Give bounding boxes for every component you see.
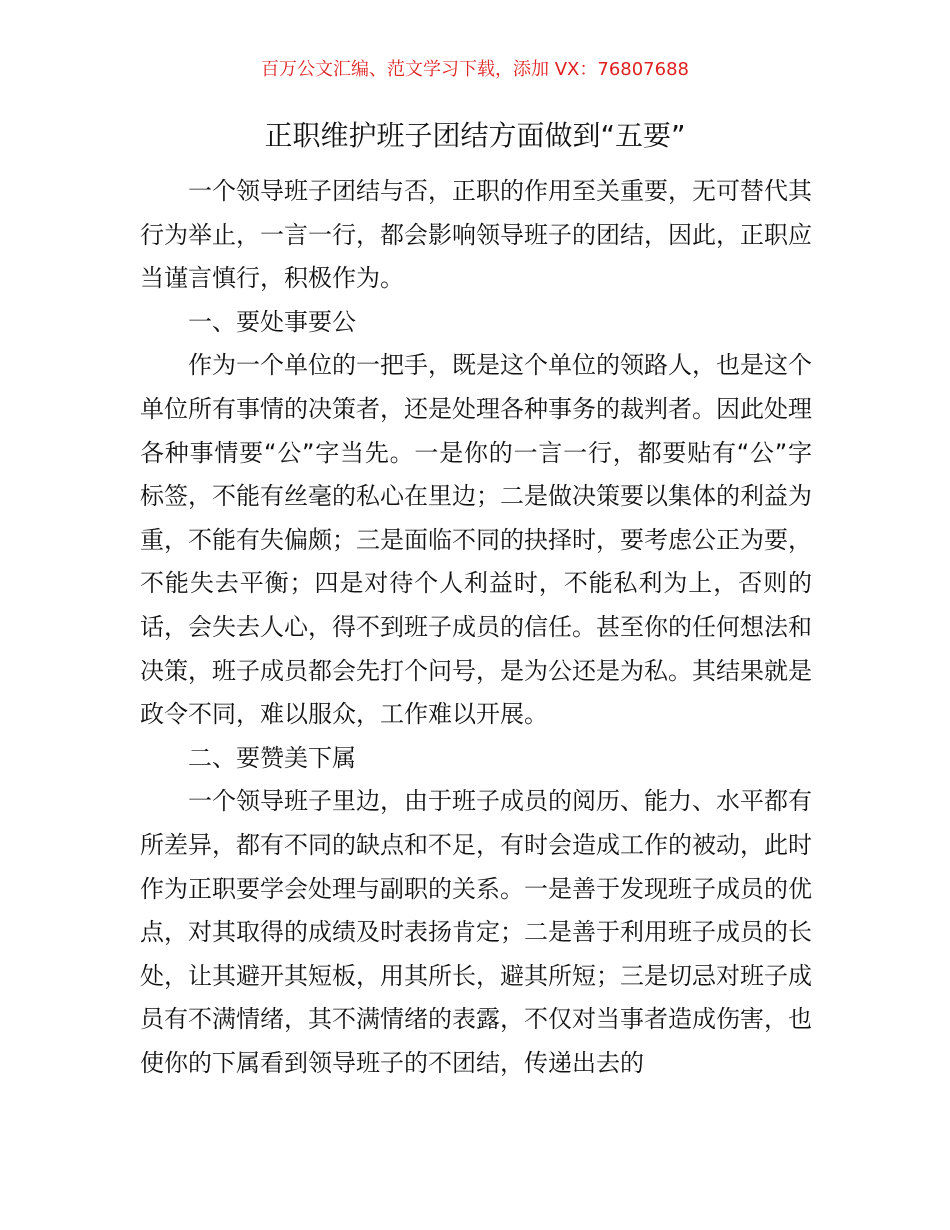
document-body	[140, 170, 812, 1085]
paragraph-section-1: 作为一个单位的一把手，既是这个单位的领路人，也是这个单位所有事情的决策者，还是处理各种事务的裁判者。因此处理各种事情要“公”字当先。一是你的一言一行，都要贴有“公”字标签，不能有丝毫的私心在里边；二是做决策要以集体的利益为重，不能有失偏颇；三是面临不同的抉择时，要考虑公正为要，不能失去平衡；四是对待个人利益时，不能私利为上，否则的话，会失去人心，得不到班子成员的信任。甚至你的任何想法和决策，班子成员都会先打个问号，是为公还是为私。其结果就是政令不同，难以服众，工作难以开展。	[140, 351, 812, 729]
paragraph-section-2: 一个领导班子里边，由于班子成员的阅历、能力、水平都有所差异，都有不同的缺点和不足，有时会造成工作的被动，此时作为正职要学会处理与副职的关系。一是善于发现班子成员的优点，对其取得的成绩及时表扬肯定；二是善于利用班子成员的长处，让其避开其短板，用其所长，避其所短；三是切忌对班子成员有不满情绪，其不满情绪的表露，不仅对当事者造成伤害，也使你的下属看到领导班子的不团结，传递出去的	[140, 787, 812, 1077]
document-title: 正职维护班子团结方面做到“五要”	[264, 119, 686, 152]
header-note: 百万公文汇编、范文学习下载，添加 VX：76807688	[261, 59, 689, 80]
section-heading-1: 一、要处事要公	[188, 307, 356, 336]
section-heading-2: 二、要赞美下属	[188, 743, 356, 772]
paragraph-intro: 一个领导班子团结与否，正职的作用至关重要，无可替代其行为举止，一言一行，都会影响领导班子的团结，因此，正职应当谨言慎行，积极作为。	[140, 177, 812, 293]
